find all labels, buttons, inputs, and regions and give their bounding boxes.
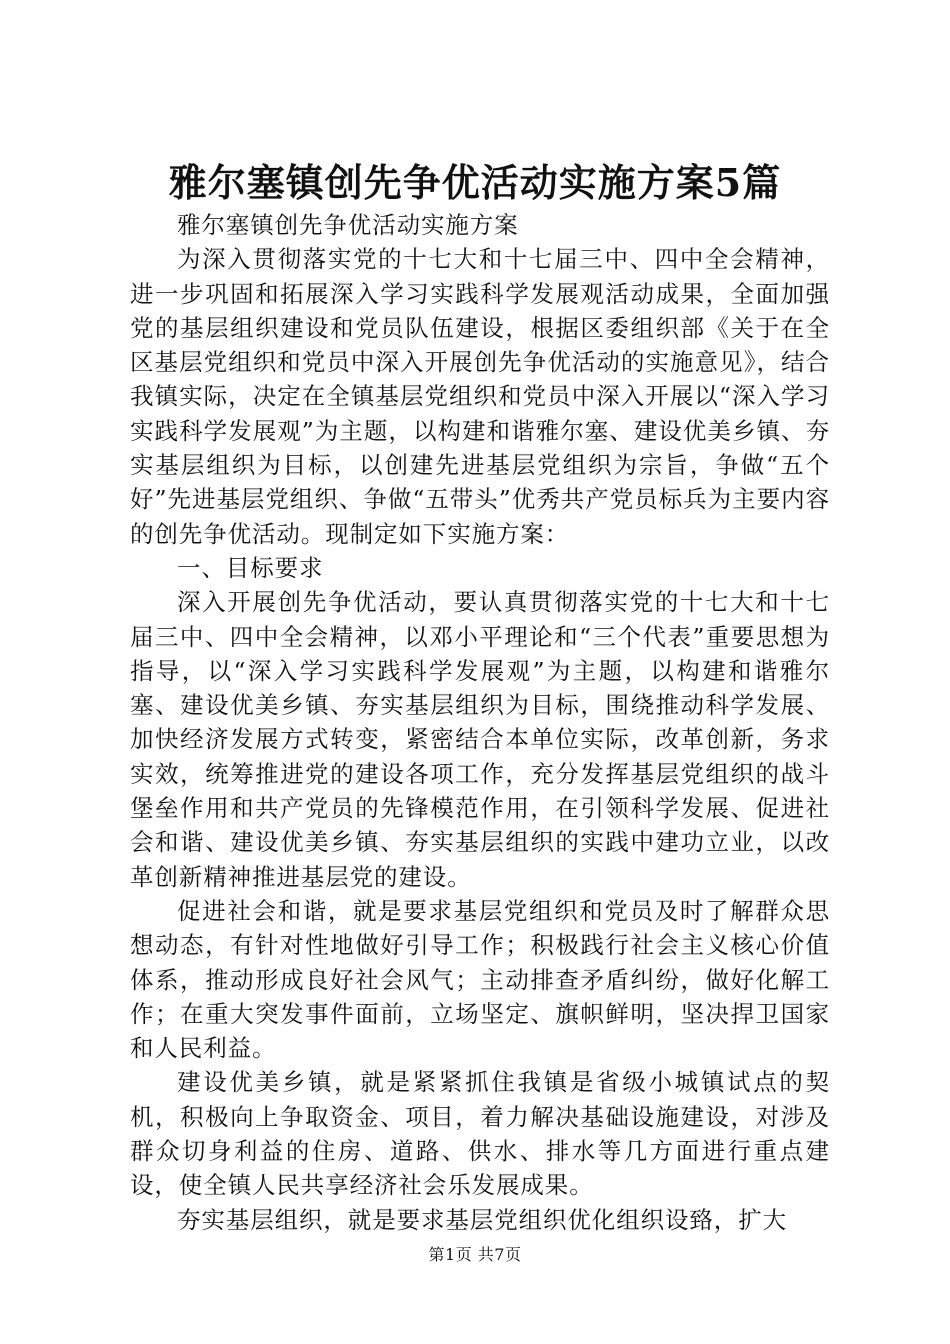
subtitle-paragraph: 雅尔塞镇创先争优活动实施方案 xyxy=(177,211,519,239)
document-body xyxy=(130,208,830,1237)
grassroots-paragraph: 夯实基层组织，就是要求基层党组织优化组织设臵，扩大 xyxy=(177,1205,787,1234)
social-harmony-paragraph: 促进社会和谐，就是要求基层党组织和党员及时了解群众思想动态，有针对性地做好引导工作；积极践行社会主义核心价值体系，推动形成良好社会风气；主动排查矛盾纠纷，做好化解工作；在重大突发事件面前，立场坚定、旗帜鲜明，坚决捍卫国家和人民利益。 xyxy=(130,896,830,1063)
goals-paragraph: 深入开展创先争优活动，要认真贯彻落实党的十七大和十七届三中、四中全会精神，以邓小平理论和“三个代表”重要思想为指导，以“深入学习实践科学发展观”为主题，以构建和谐雅尔塞、建设优美乡镇、夯实基层组织为目标，围绕推动科学发展、加快经济发展方式转变，紧密结合本单位实际，改革创新，务求实效，统筹推进党的建设各项工作，充分发挥基层党组织的战斗堡垒作用和共产党员的先锋模范作用，在引领科学发展、促进社会和谐、建设优美乡镇、夯实基层组织的实践中建功立业，以改革创新精神推进基层党的建设。 xyxy=(130,588,830,891)
section-heading: 一、目标要求 xyxy=(177,553,324,582)
page-number-footer: 第1页 共7页 xyxy=(428,1245,522,1264)
intro-paragraph: 为深入贯彻落实党的十七大和十七届三中、四中全会精神，进一步巩固和拓展深入学习实践科学发展观活动成果，全面加强党的基层组织建设和党员队伍建设，根据区委组织部《关于在全区基层党组织和党员中深入开展创先争优活动的实施意见》，结合我镇实际，决定在全镇基层党组织和党员中深入开展以“深入学习实践科学发展观”为主题，以构建和谐雅尔塞、建设优美乡镇、夯实基层组织为目标，以创建先进基层党组织为宗旨，争做“五个好”先进基层党组织、争做“五带头”优秀共产党员标兵为主要内容的创先争优活动。现制定如下实施方案： xyxy=(130,245,830,548)
beautiful-township-paragraph: 建设优美乡镇，就是紧紧抓住我镇是省级小城镇试点的契机，积极向上争取资金、项目，着力解决基础设施建设，对涉及群众切身利益的住房、道路、供水、排水等几方面进行重点建设，使全镇人民共享经济社会乐发展成果。 xyxy=(130,1068,830,1200)
document-title: 雅尔塞镇创先争优活动实施方案5篇 xyxy=(168,160,782,205)
